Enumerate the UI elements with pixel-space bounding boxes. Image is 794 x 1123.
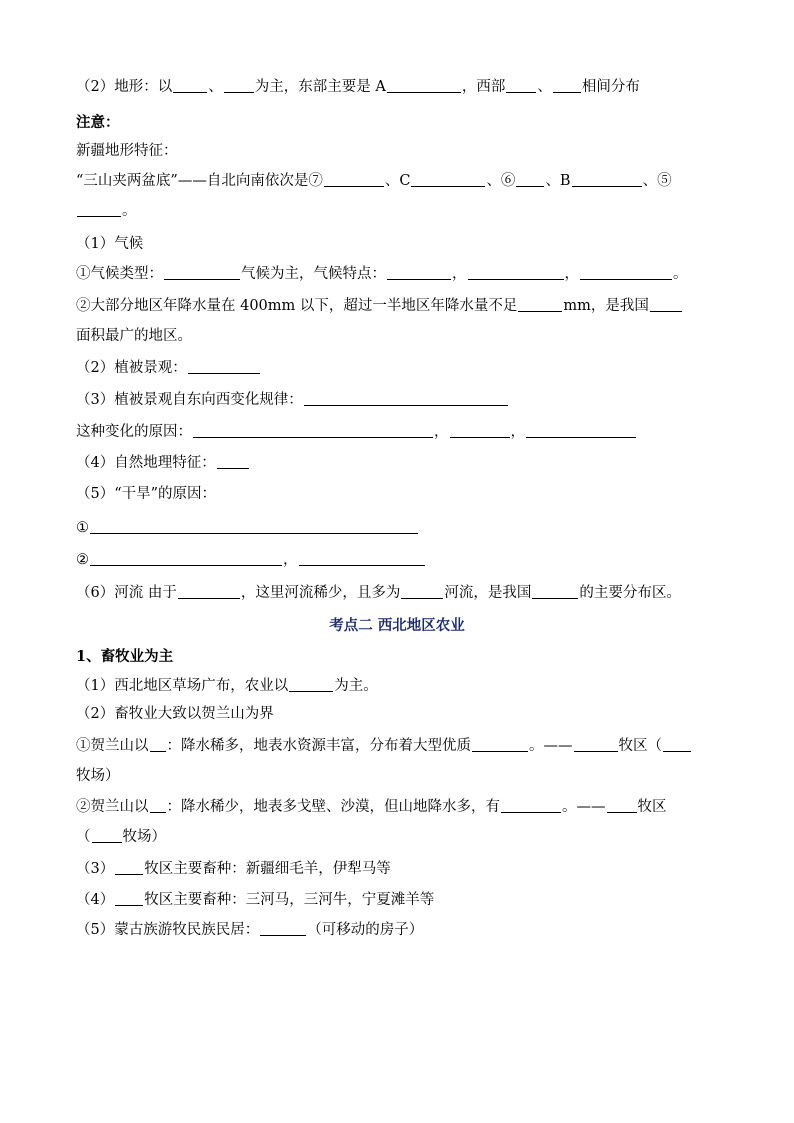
blank[interactable] bbox=[650, 296, 682, 312]
blank[interactable] bbox=[387, 77, 461, 93]
text: 牧场） bbox=[76, 768, 120, 784]
text: ①气候类型： bbox=[76, 266, 163, 282]
blank[interactable] bbox=[150, 736, 166, 752]
text: ，这里河流稀少，且多为 bbox=[240, 585, 401, 601]
text: 为主。 bbox=[334, 678, 378, 694]
blank[interactable] bbox=[607, 797, 637, 813]
blank[interactable] bbox=[90, 550, 282, 566]
text: （4） bbox=[76, 892, 115, 908]
blank[interactable] bbox=[472, 736, 528, 752]
blank[interactable] bbox=[115, 890, 143, 906]
xinjiang-heading bbox=[76, 141, 178, 161]
text: （可移动的房子） bbox=[307, 922, 424, 938]
blank[interactable] bbox=[572, 171, 642, 187]
precipitation-line bbox=[76, 296, 683, 316]
text: ①贺兰山以 bbox=[76, 738, 149, 754]
text: （3）植被景观自东向西变化规律： bbox=[76, 392, 303, 408]
text: （1）气候 bbox=[76, 236, 144, 252]
blank[interactable] bbox=[188, 358, 260, 374]
blank[interactable] bbox=[506, 77, 536, 93]
breed-line-2 bbox=[76, 890, 434, 910]
climate-type-line bbox=[76, 264, 688, 284]
text: ， bbox=[283, 552, 298, 568]
text: 。 bbox=[673, 266, 688, 282]
text: ， bbox=[434, 424, 449, 440]
change-reason-line bbox=[76, 422, 637, 442]
text: 。—— bbox=[529, 738, 573, 754]
text: 面积最广的地区。 bbox=[76, 328, 192, 344]
text: ：降水稀多，地表水资源丰富，分布着大型优质 bbox=[166, 738, 471, 754]
terrain-line bbox=[76, 77, 640, 97]
precipitation-cont bbox=[76, 326, 192, 346]
text: ， bbox=[564, 266, 579, 282]
blank[interactable] bbox=[150, 797, 166, 813]
helan-west-line bbox=[76, 797, 667, 817]
text: 气候为主，气候特点： bbox=[241, 266, 386, 282]
text: （3） bbox=[76, 861, 115, 877]
text: ， bbox=[510, 424, 525, 440]
text: ②大部分地区年降水量在 400mm 以下，超过一半地区年降水量不足 bbox=[76, 298, 518, 314]
blank[interactable] bbox=[387, 264, 451, 280]
river-line bbox=[76, 583, 681, 603]
text: （6）河流 由于 bbox=[76, 585, 177, 601]
blank[interactable] bbox=[289, 676, 333, 692]
text: 相间分布 bbox=[581, 79, 640, 95]
livestock-heading bbox=[76, 647, 173, 667]
drought-heading bbox=[76, 484, 216, 504]
blank[interactable] bbox=[304, 390, 508, 406]
text: 、⑤ bbox=[642, 173, 672, 189]
blank[interactable] bbox=[663, 736, 691, 752]
text: （2）地形：以 bbox=[76, 79, 173, 95]
blank[interactable] bbox=[553, 77, 581, 93]
text: ， bbox=[452, 266, 467, 282]
helan-boundary-line bbox=[76, 704, 274, 724]
text: 牧区主要畜种：新疆细毛羊，伊犁马等 bbox=[144, 861, 391, 877]
text: 、 bbox=[537, 79, 552, 95]
blank[interactable] bbox=[580, 264, 672, 280]
blank[interactable] bbox=[468, 264, 564, 280]
breed-line-1 bbox=[76, 859, 391, 879]
note-heading bbox=[76, 113, 120, 133]
climate-heading bbox=[76, 234, 143, 254]
blank[interactable] bbox=[324, 171, 384, 187]
blank[interactable] bbox=[90, 518, 418, 534]
blank[interactable] bbox=[224, 77, 254, 93]
text: ②贺兰山以 bbox=[76, 799, 149, 815]
grassland-line bbox=[76, 676, 378, 696]
text: 牧区 bbox=[637, 799, 667, 815]
text: ，西部 bbox=[461, 79, 506, 95]
text: （5）“干旱”的原因： bbox=[76, 486, 217, 502]
text: 牧区主要畜种：三河马，三河牛，宁夏滩羊等 bbox=[144, 892, 435, 908]
yurt-line bbox=[76, 920, 423, 940]
text: 牧区（ bbox=[618, 738, 662, 754]
text: 。 bbox=[122, 203, 137, 219]
text: 这种变化的原因： bbox=[76, 424, 192, 440]
blank[interactable] bbox=[450, 422, 510, 438]
three-mountains-line bbox=[76, 171, 672, 191]
vegetation-change-line bbox=[76, 390, 509, 410]
text: “三山夹两盆底”——自北向南依次是⑦ bbox=[76, 173, 323, 189]
text: 河流，是我国 bbox=[444, 585, 532, 601]
helan-east-cont bbox=[76, 766, 120, 786]
text: 、C bbox=[384, 173, 411, 189]
text: （2）畜牧业大致以贺兰山为界 bbox=[76, 706, 274, 722]
text: 、⑥ bbox=[486, 173, 516, 189]
text: 牧场） bbox=[122, 829, 166, 845]
blank[interactable] bbox=[193, 422, 433, 438]
text: 、 bbox=[208, 79, 223, 95]
blank[interactable] bbox=[299, 550, 425, 566]
blank[interactable] bbox=[518, 296, 562, 312]
blank[interactable] bbox=[115, 859, 143, 875]
blank[interactable] bbox=[178, 583, 240, 599]
blank[interactable] bbox=[411, 171, 485, 187]
natural-feature-line bbox=[76, 453, 250, 473]
vegetation-line bbox=[76, 358, 261, 378]
text: （2）植被景观： bbox=[76, 360, 187, 376]
text: ：降水稀少，地表多戈壁、沙漠，但山地降水多，有 bbox=[166, 799, 500, 815]
text: 。—— bbox=[562, 799, 606, 815]
blank[interactable] bbox=[217, 453, 249, 469]
text: 注意： bbox=[76, 114, 120, 131]
text: 新疆地形特征： bbox=[76, 143, 178, 159]
text: 1、畜牧业为主 bbox=[76, 648, 174, 665]
text: mm，是我国 bbox=[563, 298, 649, 314]
text: ① bbox=[76, 520, 89, 536]
text: （4）自然地理特征： bbox=[76, 455, 216, 471]
blank[interactable] bbox=[92, 827, 122, 843]
blank[interactable] bbox=[501, 797, 561, 813]
text: 、B bbox=[545, 173, 571, 189]
text: （1）西北地区草场广布，农业以 bbox=[76, 678, 289, 694]
blank[interactable] bbox=[401, 583, 443, 599]
drought-reason-2 bbox=[76, 550, 426, 570]
three-mountains-cont bbox=[76, 201, 137, 221]
text: 的主要分布区。 bbox=[579, 585, 681, 601]
blank[interactable] bbox=[516, 171, 544, 187]
blank[interactable] bbox=[532, 583, 578, 599]
helan-west-cont bbox=[76, 827, 166, 847]
text: 为主，东部主要是 A bbox=[254, 79, 386, 95]
blank[interactable] bbox=[164, 264, 240, 280]
section-title: 考点二 西北地区农业 bbox=[329, 617, 465, 634]
blank[interactable] bbox=[574, 736, 618, 752]
blank[interactable] bbox=[173, 77, 207, 93]
blank[interactable] bbox=[77, 201, 121, 217]
text: （5）蒙古族游牧民族民居： bbox=[76, 922, 260, 938]
text: ② bbox=[76, 552, 89, 568]
text: （ bbox=[76, 829, 91, 845]
blank[interactable] bbox=[260, 920, 306, 936]
helan-east-line bbox=[76, 736, 692, 756]
blank[interactable] bbox=[526, 422, 636, 438]
drought-reason-1 bbox=[76, 518, 419, 538]
